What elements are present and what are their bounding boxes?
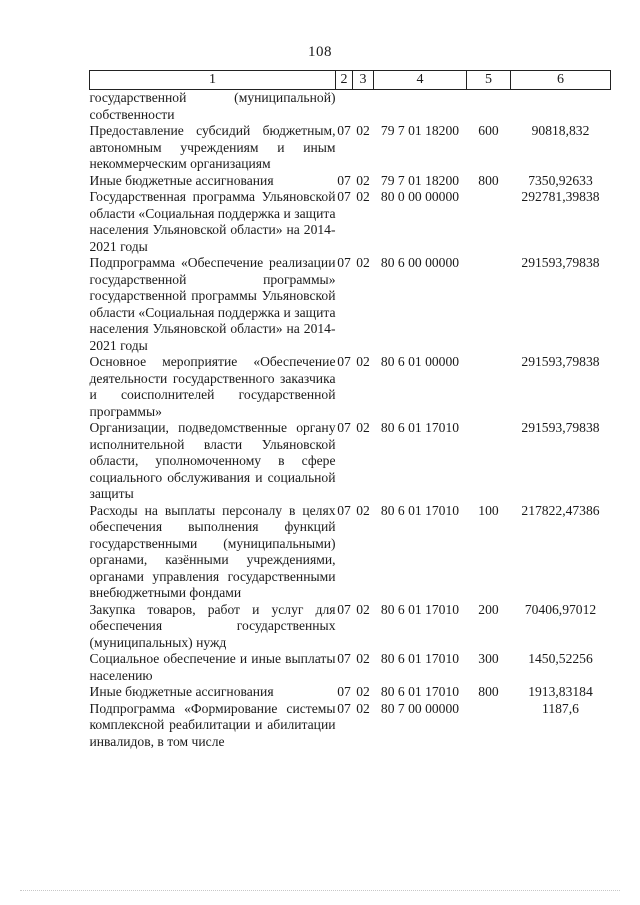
row-amount: 1187,6	[542, 700, 579, 716]
row-expense-type: 800	[478, 172, 499, 188]
table-row	[90, 651, 611, 684]
row-subsection: 02	[356, 684, 370, 699]
table-row	[90, 701, 611, 751]
column-header-4: 4	[374, 71, 467, 90]
row-amount: 292781,39838	[521, 189, 600, 204]
row-name: Закупка товаров, работ и услуг для обеспечения государственных (муниципальных) нужд	[89, 601, 336, 650]
row-name: Иные бюджетные ассигнования	[89, 684, 274, 699]
row-section: 07	[337, 601, 351, 617]
row-target-code: 80 6 01 17010	[380, 420, 460, 435]
row-section: 07	[337, 255, 351, 270]
table-header-row	[90, 71, 611, 90]
row-target-code: 80 0 00 00000	[380, 189, 460, 204]
row-target-code: 80 6 01 00000	[380, 354, 460, 369]
row-section: 07	[337, 684, 351, 699]
row-expense-type	[467, 420, 511, 503]
row-amount	[511, 90, 611, 124]
row-target-code	[374, 90, 467, 124]
table-row	[90, 354, 611, 420]
row-subsection: 02	[356, 420, 370, 435]
row-target-code: 80 6 01 17010	[380, 502, 460, 518]
row-expense-type	[467, 701, 511, 751]
row-target-code: 80 6 01 17010	[380, 601, 460, 617]
row-subsection: 02	[356, 502, 370, 518]
row-amount: 1450,52256	[528, 651, 593, 666]
row-target-code: 79 7 01 18200	[380, 172, 460, 188]
row-target-code: 79 7 01 18200	[380, 123, 460, 138]
table-row	[90, 173, 611, 190]
row-target-code: 80 6 00 00000	[380, 255, 460, 270]
row-subsection	[353, 90, 374, 124]
row-subsection: 02	[356, 700, 370, 716]
row-section: 07	[337, 354, 351, 369]
table-row	[90, 602, 611, 652]
table-row	[90, 255, 611, 354]
column-header-3: 3	[353, 71, 374, 90]
row-expense-type	[467, 354, 511, 420]
column-header-6: 6	[511, 71, 611, 90]
row-amount: 90818,832	[531, 123, 590, 138]
row-name: Иные бюджетные ассигнования	[89, 172, 274, 188]
row-expense-type: 100	[478, 502, 499, 518]
row-section: 07	[337, 651, 351, 666]
row-target-code: 80 6 01 17010	[380, 651, 460, 666]
table-row	[90, 420, 611, 503]
row-expense-type: 600	[478, 123, 499, 138]
column-header-2: 2	[336, 71, 353, 90]
column-header-1: 1	[90, 71, 336, 90]
row-amount: 291593,79838	[521, 354, 600, 369]
row-name: Социальное обеспечение и иные выплаты населению	[89, 651, 336, 683]
row-subsection: 02	[356, 172, 370, 188]
row-target-code: 80 7 00 00000	[380, 700, 460, 716]
row-expense-type: 300	[478, 651, 499, 666]
row-expense-type	[467, 90, 511, 124]
column-header-5: 5	[467, 71, 511, 90]
table-row	[90, 503, 611, 602]
page-number: 108	[308, 44, 332, 60]
row-expense-type	[467, 189, 511, 255]
row-name: государственной (муниципальной) собственности	[89, 90, 336, 122]
row-section: 07	[337, 123, 351, 138]
row-expense-type: 800	[478, 684, 499, 699]
row-name: Подпрограмма «Формирование системы комплексной реабилитации и абилитации инвалидов, в том числе	[89, 700, 336, 749]
row-amount: 291593,79838	[521, 420, 600, 435]
row-amount: 1913,83184	[528, 684, 593, 699]
page-bottom-edge	[20, 890, 620, 892]
table-row	[90, 189, 611, 255]
row-name: Подпрограмма «Обеспечение реализации государственной программы» государственной программы Ульяновской области «Социальная поддержка и защита населения Ульяновской области» на 2014-2021 годы	[89, 255, 336, 353]
row-section: 07	[337, 189, 351, 204]
row-subsection: 02	[356, 354, 370, 369]
row-name: Основное мероприятие «Обеспечение деятельности государственного заказчика и соисполнителей государственной программы»	[89, 354, 336, 419]
row-section	[336, 90, 353, 124]
row-subsection: 02	[356, 189, 370, 204]
row-expense-type: 200	[478, 601, 499, 617]
row-name: Предоставление субсидий бюджетным, автономным учреждениям и иным некоммерческим организациям	[89, 123, 336, 171]
row-section: 07	[337, 700, 351, 716]
row-subsection: 02	[356, 255, 370, 270]
row-target-code: 80 6 01 17010	[380, 684, 460, 699]
row-section: 07	[337, 172, 351, 188]
budget-table	[89, 70, 611, 750]
row-subsection: 02	[356, 651, 370, 666]
row-section: 07	[337, 420, 351, 435]
row-name: Организации, подведомственные органу исполнительной власти Ульяновской области, уполномоченному в сфере социального обслуживания и социальной защиты	[89, 420, 336, 501]
row-expense-type	[467, 255, 511, 354]
row-subsection: 02	[356, 601, 370, 617]
row-name: Расходы на выплаты персоналу в целях обеспечения выполнения функций государственными (муниципальными) органами, казёнными учреждениями, органами управления государственными внебюджетными фондами	[89, 502, 336, 600]
row-amount: 70406,97012	[524, 601, 597, 617]
row-amount: 7350,92633	[528, 172, 593, 188]
table-row	[90, 684, 611, 701]
row-name: Государственная программа Ульяновской области «Социальная поддержка и защита населения Ульяновской области» на 2014-2021 годы	[89, 189, 336, 254]
row-section: 07	[337, 502, 351, 518]
table-row	[90, 90, 611, 124]
row-amount: 291593,79838	[521, 255, 600, 270]
row-amount: 217822,47386	[521, 502, 600, 518]
row-subsection: 02	[356, 123, 370, 138]
table-row	[90, 123, 611, 173]
